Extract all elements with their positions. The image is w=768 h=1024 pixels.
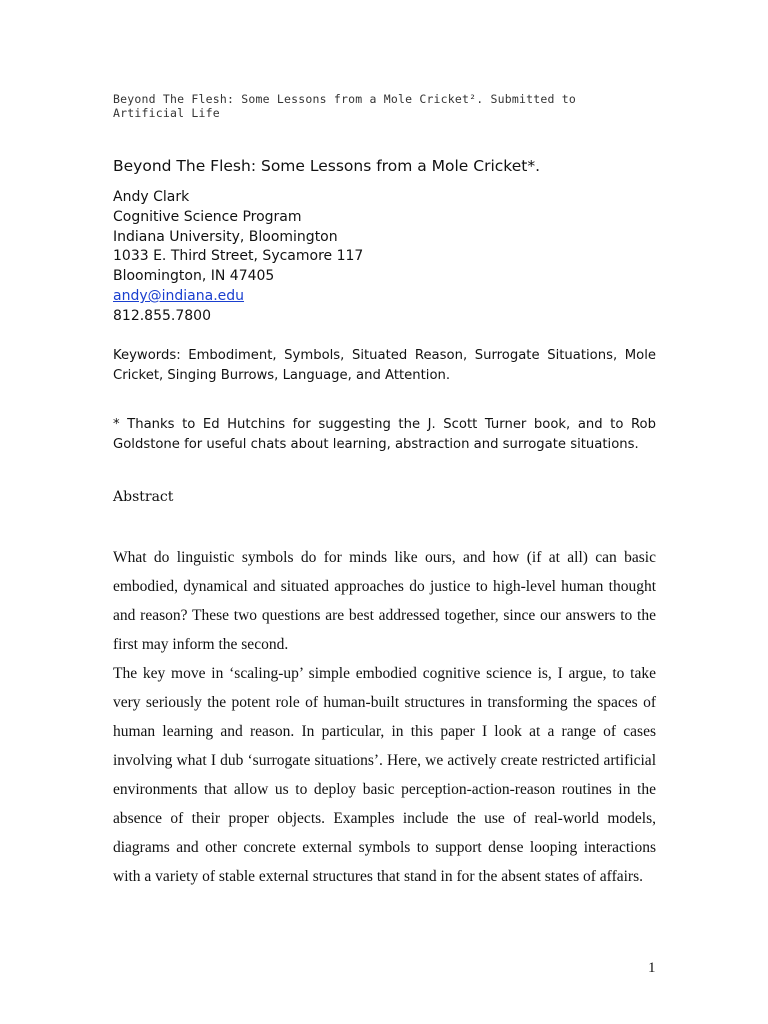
keywords-paragraph: Keywords: Embodiment, Symbols, Situated Reason, Surrogate Situations, Mole Cricket, Singing Burrows, Language, and Attention. (113, 348, 656, 383)
author-university: Indiana University, Bloomington (113, 228, 338, 245)
author-name: Andy Clark (113, 189, 190, 205)
acknowledgement-footnote: * Thanks to Ed Hutchins for suggesting the J. Scott Turner book, and to Rob Goldstone for useful chats about learning, abstraction and surrogate situations. (113, 417, 656, 452)
abstract-paragraph: The key move in ‘scaling-up’ simple embodied cognitive science is, I argue, to take very seriously the potent role of human-built structures in transforming the spaces of human learning and reason. In particular, in this paper I look at a range of cases involving what I dub ‘surrogate situations’. Here, we actively create restricted artificial environments that allow us to deploy basic perception-action-reason routines in the absence of their proper objects. Examples include the use of real-world models, diagrams and other concrete external symbols to support dense looping interactions with a variety of stable external structures that stand in for the absent states of affairs. (113, 665, 656, 885)
abstract-paragraph: What do linguistic symbols do for minds like ours, and how (if at all) can basic embodied, dynamical and situated approaches do justice to high-level human thought and reason? These two questions are best addressed together, since our answers to the first may inform the second. (113, 549, 656, 653)
abstract-body (113, 543, 656, 891)
author-program: Cognitive Science Program (113, 208, 302, 225)
running-header: Beyond The Flesh: Some Lessons from a Mole Cricket². Submitted to Artificial Life (113, 92, 577, 120)
paper-title: Beyond The Flesh: Some Lessons from a Mole Cricket*. (113, 157, 541, 175)
author-phone: 812.855.7800 (113, 307, 211, 324)
author-city: Bloomington, IN 47405 (113, 268, 275, 285)
author-street: 1033 E. Third Street, Sycamore 117 (113, 248, 364, 265)
author-block (113, 188, 363, 327)
author-email-link[interactable]: andy@indiana.edu (113, 287, 245, 304)
abstract-heading: Abstract (113, 489, 174, 505)
page-number: 1 (648, 960, 656, 976)
